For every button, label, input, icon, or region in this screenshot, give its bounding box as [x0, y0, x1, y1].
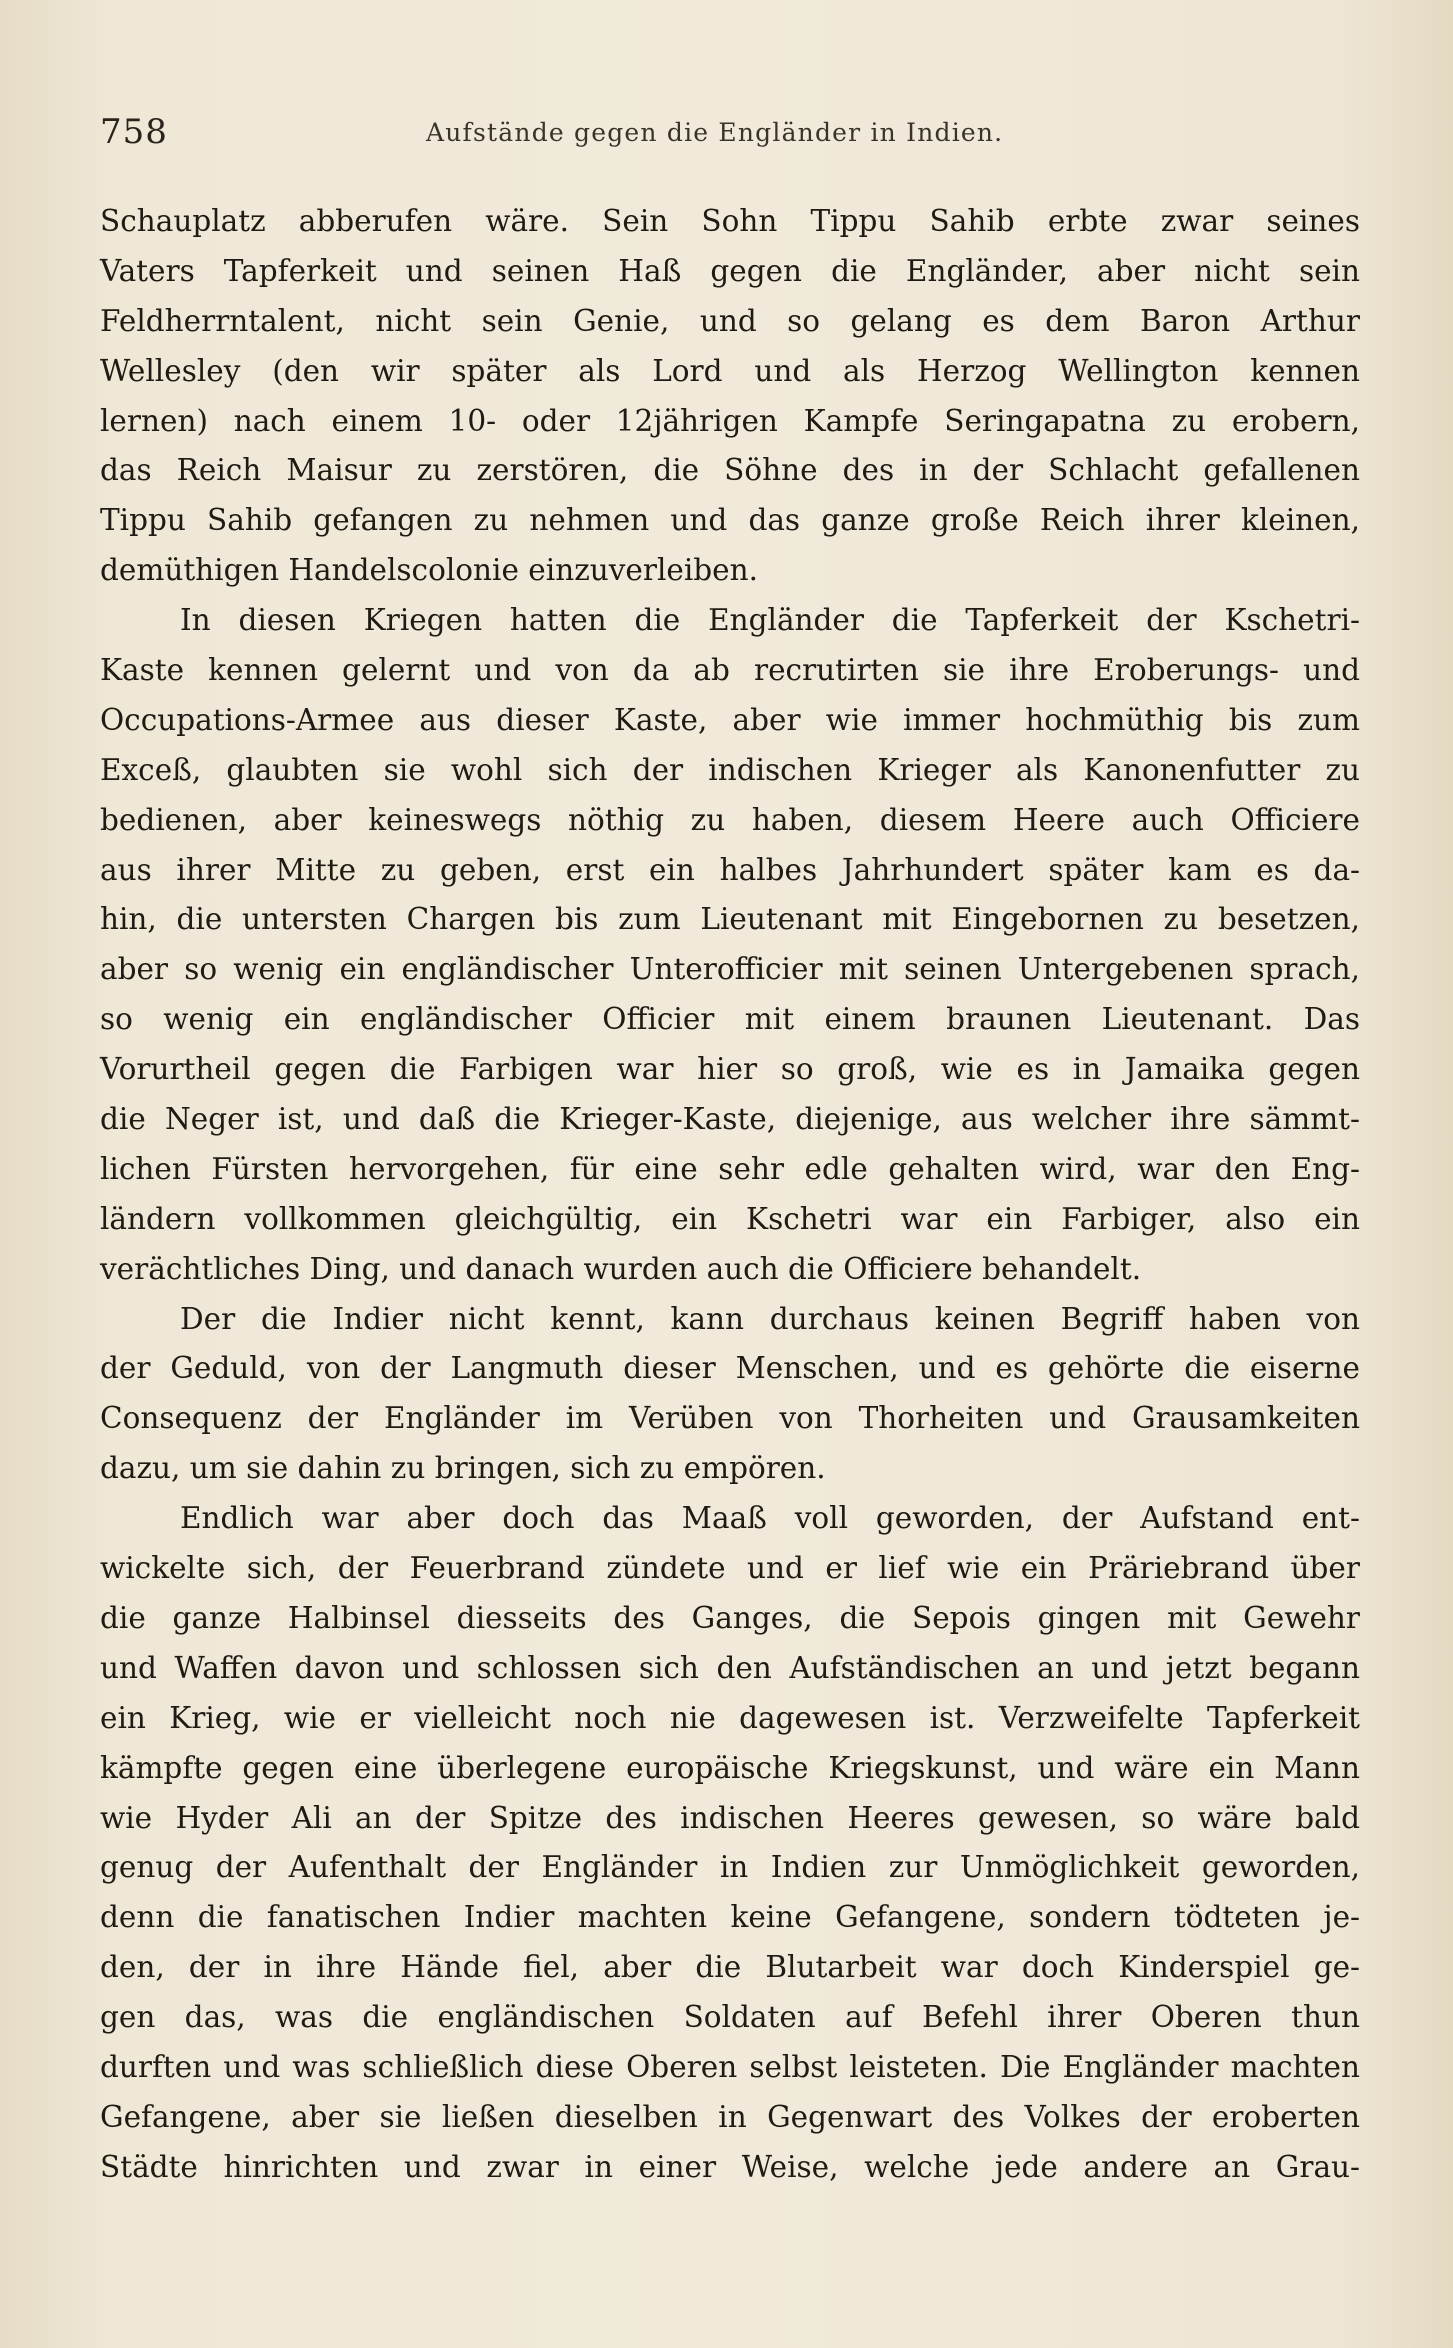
text-line: Feldherrntalent, nicht sein Genie, und so gelang es dem Baron Arthur: [100, 303, 1360, 338]
text-line: hin, die untersten Chargen bis zum Lieutenant mit Eingebornen zu besetzen,: [100, 902, 1360, 937]
text-line: verächtliches Ding, und danach wurden auch die Officiere behandelt.: [100, 1251, 1142, 1286]
text-line: gen das, was die engländischen Soldaten auf Befehl ihrer Oberen thun: [100, 2000, 1360, 2035]
text-line: genug der Aufenthalt der Engländer in Indien zur Unmöglichkeit geworden,: [100, 1850, 1360, 1885]
text-line: Vorurtheil gegen die Farbigen war hier so groß, wie es in Jamaika gegen: [100, 1052, 1360, 1087]
text-line: Occupations-Armee aus dieser Kaste, aber wie immer hochmüthig bis zum: [100, 702, 1360, 737]
paragraph-start-line: In diesen Kriegen hatten die Engländer die Tapferkeit der Kschetri-: [180, 603, 1360, 638]
text-line: Consequenz der Engländer im Verüben von Thorheiten und Grausamkeiten: [100, 1401, 1360, 1436]
text-line: das Reich Maisur zu zerstören, die Söhne des in der Schlacht gefallenen: [100, 453, 1360, 488]
page-number: 758: [100, 112, 168, 152]
text-line: Kaste kennen gelernt und von da ab recrutirten sie ihre Eroberungs- und: [100, 653, 1360, 688]
text-line: Schauplatz abberufen wäre. Sein Sohn Tippu Sahib erbte zwar seines: [100, 204, 1360, 238]
text-line: lichen Fürsten hervorgehen, für eine sehr edle gehalten wird, war den Eng-: [100, 1151, 1360, 1186]
text-line: bedienen, aber keineswegs nöthig zu haben, diesem Heere auch Officiere: [100, 802, 1360, 837]
text-line: dazu, um sie dahin zu bringen, sich zu empören.: [100, 1451, 826, 1486]
body-text: [100, 197, 1360, 2193]
text-line: ländern vollkommen gleichgültig, ein Kschetri war ein Farbiger, also ein: [100, 1201, 1360, 1236]
text-line: aber so wenig ein engländischer Unterofficier mit seinen Untergebenen sprach,: [100, 952, 1360, 987]
text-line: Wellesley (den wir später als Lord und als Herzog Wellington kennen: [100, 353, 1360, 388]
text-line: Tippu Sahib gefangen zu nehmen und das ganze große Reich ihrer kleinen,: [100, 503, 1360, 538]
text-line: kämpfte gegen eine überlegene europäische Kriegskunst, und wäre ein Mann: [100, 1750, 1360, 1785]
text-line: Exceß, glaubten sie wohl sich der indischen Krieger als Kanonenfutter zu: [100, 752, 1360, 787]
text-line: wickelte sich, der Feuerbrand zündete und er lief wie ein Präriebrand über: [100, 1551, 1360, 1586]
paragraph-start-line: Der die Indier nicht kennt, kann durchaus keinen Begriff haben von: [180, 1301, 1360, 1336]
text-line: die ganze Halbinsel diesseits des Ganges, die Sepois gingen mit Gewehr: [100, 1600, 1360, 1635]
text-line: und Waffen davon und schlossen sich den Aufständischen an und jetzt begann: [100, 1650, 1360, 1685]
text-line: Gefangene, aber sie ließen dieselben in Gegenwart des Volkes der eroberten: [100, 2099, 1360, 2134]
paragraph-start-line: Endlich war aber doch das Maaß voll geworden, der Aufstand ent-: [180, 1501, 1360, 1536]
text-line: denn die fanatischen Indier machten keine Gefangene, sondern tödteten je-: [100, 1900, 1360, 1935]
text-line: der Geduld, von der Langmuth dieser Menschen, und es gehörte die eiserne: [100, 1351, 1360, 1386]
text-line: wie Hyder Ali an der Spitze des indischen Heeres gewesen, so wäre bald: [100, 1800, 1360, 1835]
text-line: demüthigen Handelscolonie einzuverleiben.: [100, 553, 759, 588]
text-line: Städte hinrichten und zwar in einer Weise, welche jede andere an Grau-: [100, 2149, 1360, 2184]
text-line: die Neger ist, und daß die Krieger-Kaste, diejenige, aus welcher ihre sämmt-: [100, 1102, 1360, 1137]
text-line: durften und was schließlich diese Oberen selbst leisteten. Die Engländer machten: [100, 2049, 1360, 2084]
text-line: Vaters Tapferkeit und seinen Haß gegen die Engländer, aber nicht sein: [100, 253, 1360, 288]
text-line: lernen) nach einem 10- oder 12jährigen Kampfe Seringapatna zu erobern,: [100, 403, 1360, 438]
running-head: Aufstände gegen die Engländer in Indien.: [426, 118, 1004, 147]
text-line: so wenig ein engländischer Officier mit einem braunen Lieutenant. Das: [100, 1002, 1360, 1037]
page-header: [100, 112, 1400, 162]
text-line: den, der in ihre Hände fiel, aber die Blutarbeit war doch Kinderspiel ge-: [100, 1950, 1360, 1985]
text-line: aus ihrer Mitte zu geben, erst ein halbes Jahrhundert später kam es da-: [100, 852, 1360, 887]
text-line: ein Krieg, wie er vielleicht noch nie dagewesen ist. Verzweifelte Tapferkeit: [100, 1700, 1360, 1735]
